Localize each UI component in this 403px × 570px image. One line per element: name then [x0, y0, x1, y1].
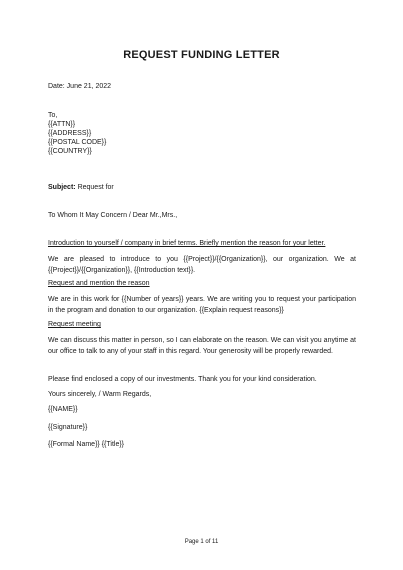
subject-text: Request for	[75, 184, 114, 191]
letter-date: Date: June 21, 2022	[48, 83, 112, 90]
signoff: Yours sincerely, / Warm Regards,	[48, 391, 152, 398]
section-body-meeting: We can discuss this matter in person, so I can elaborate on the reason. We can visit you anytime at our office to talk to any of your staff in this regard. Your generosity will be properly rewarded.	[48, 337, 356, 355]
closing-paragraph: Please find enclosed a copy of our investments. Thank you for your kind consideration.	[48, 376, 317, 383]
page-indicator: Page 1 of 11	[184, 539, 219, 545]
signature-placeholder: {{Signature}}	[48, 424, 88, 431]
section-heading-meeting: Request meeting	[48, 321, 101, 328]
address-attn: {{ATTN}}	[48, 121, 76, 128]
address-street: {{ADDRESS}}	[48, 130, 92, 137]
section-body-introduction: We are pleased to introduce to you {{Project}}/{{Organization}}, our organization. We at {{Project}}/{{Organization}}, {{Introduction text}}.	[48, 256, 356, 274]
sender-name: {{NAME}}	[48, 406, 78, 413]
address-postal-code: {{POSTAL CODE}}	[48, 139, 107, 146]
formal-name-title: {{Formal Name}} {{Title}}	[48, 441, 125, 448]
section-body-request: We are in this work for {{Number of years}} years. We are writing you to request your participation in the program and donation to our organization. {{Explain request reasons}}	[48, 296, 356, 314]
salutation: To Whom It May Concern / Dear Mr.,Mrs.,	[48, 212, 178, 219]
section-heading-request: Request and mention the reason	[48, 280, 150, 287]
subject-label: Subject:	[48, 184, 76, 191]
recipient-to: To,	[48, 112, 58, 119]
section-heading-introduction: Introduction to yourself / company in brief terms. Briefly mention the reason for your letter.	[48, 240, 326, 247]
address-country: {{COUNTRY}}	[48, 148, 92, 155]
document-title: REQUEST FUNDING LETTER	[123, 49, 280, 61]
subject-line	[48, 183, 114, 193]
